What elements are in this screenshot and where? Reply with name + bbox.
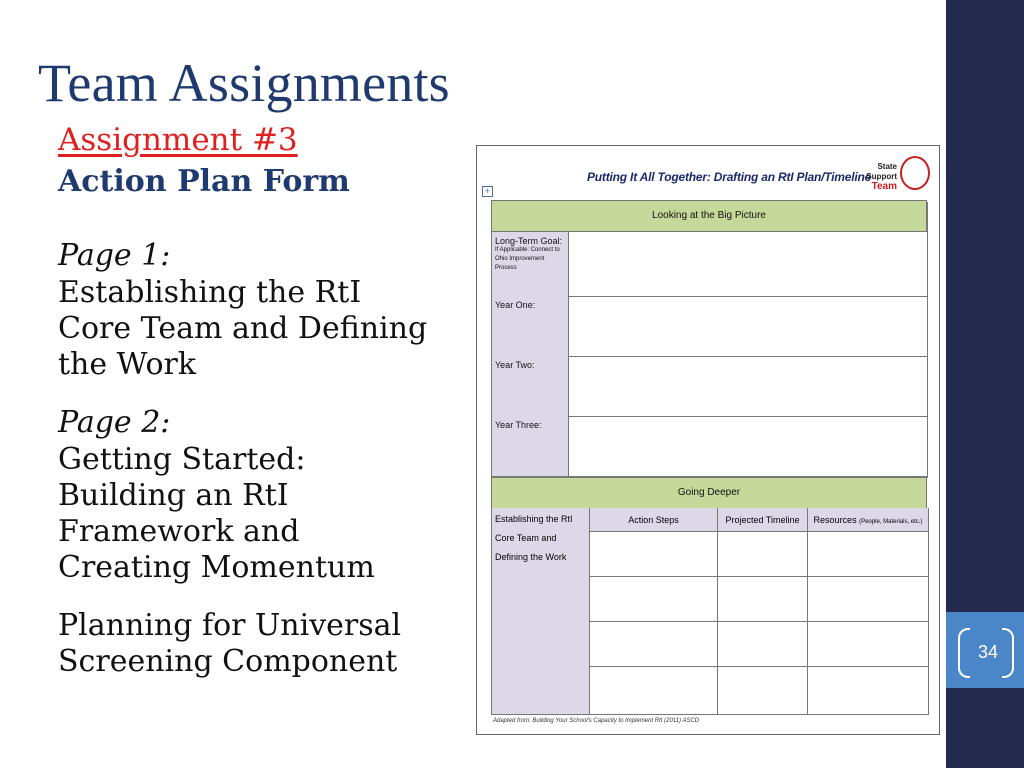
form-footnote: Adapted from: Building Your School's Capacity to Implement RtI (2011) ASCD xyxy=(493,718,700,724)
state-support-team-logo xyxy=(861,154,931,194)
table-cell xyxy=(718,532,808,577)
col-action-steps: Action Steps xyxy=(590,508,718,532)
row-long-term-goal xyxy=(491,232,927,297)
page2-extra-text: Planning for Universal Screening Component xyxy=(58,608,402,679)
action-plan-form-image xyxy=(476,145,940,735)
apple-logo-icon xyxy=(900,156,930,190)
row-year-two xyxy=(491,356,927,417)
col-resources xyxy=(808,508,928,532)
page2-heading: Page 2: xyxy=(58,405,171,440)
row-label: Year Three: xyxy=(491,416,569,476)
going-deeper-table xyxy=(491,508,929,715)
deep-row-label: Establishing the RtI Core Team and Defining the Work xyxy=(492,508,590,714)
assignment-heading: Assignment #3 xyxy=(58,122,298,158)
row-label: Year One: xyxy=(491,296,569,356)
table-cell xyxy=(808,667,928,714)
big-picture-table xyxy=(491,202,928,478)
table-cell xyxy=(590,622,718,667)
logo-line2: Team xyxy=(871,181,897,192)
page1-text: Establishing the RtI Core Team and Defining the Work xyxy=(58,275,428,382)
table-cell xyxy=(718,667,808,714)
table-cell xyxy=(590,667,718,714)
table-cell xyxy=(718,577,808,622)
row-year-one xyxy=(491,296,927,357)
row-year-three xyxy=(491,416,927,477)
form-title: Action Plan Form xyxy=(58,164,350,199)
slide-number: 34 xyxy=(977,642,999,662)
slide-title: Team Assignments xyxy=(38,53,450,113)
table-cell xyxy=(590,532,718,577)
section-big-picture: Looking at the Big Picture xyxy=(491,200,927,232)
table-cell xyxy=(590,577,718,622)
col-projected-timeline: Projected Timeline xyxy=(718,508,808,532)
col-resources-label: Resources xyxy=(813,515,857,525)
table-cell xyxy=(808,532,928,577)
table-cell xyxy=(808,622,928,667)
expand-icon: + xyxy=(482,186,493,197)
table-cell xyxy=(808,577,928,622)
section-going-deeper: Going Deeper xyxy=(491,477,927,509)
row-label: Year Two: xyxy=(491,356,569,416)
col-resources-note: (People, Materials, etc.) xyxy=(859,519,923,525)
left-text-column xyxy=(58,122,473,702)
form-image-title: Putting It All Together: Drafting an RtI Plan/Timeline xyxy=(587,170,872,184)
table-cell xyxy=(718,622,808,667)
page2-text: Getting Started: Building an RtI Framework and Creating Momentum xyxy=(58,442,375,585)
page1-heading: Page 1: xyxy=(58,238,171,273)
row-label: Long-Term Goal: xyxy=(495,236,563,246)
row-sublabel: If Applicable: Connect to Ohio Improvement Process xyxy=(495,247,560,271)
logo-line1: State Support xyxy=(866,162,897,181)
